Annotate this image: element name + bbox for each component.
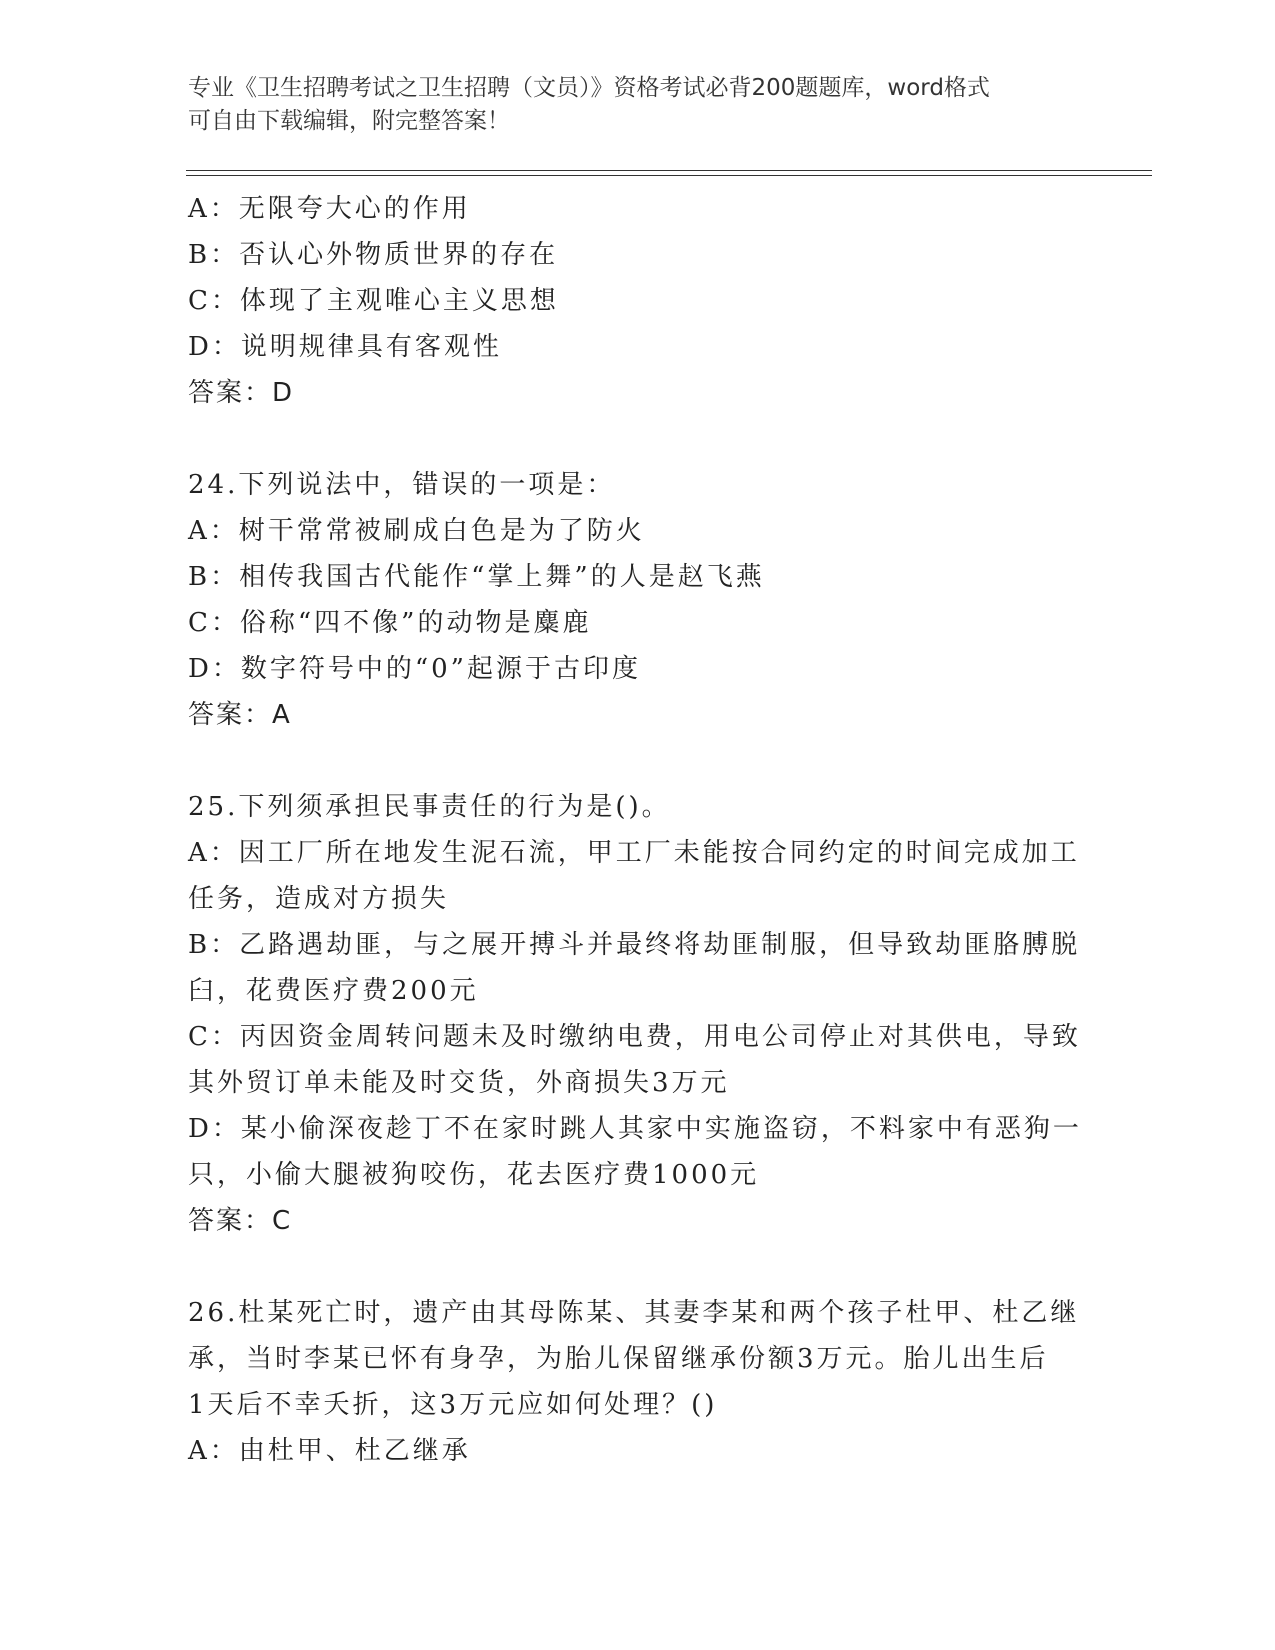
question-23 — [188, 186, 1088, 416]
option-c-line-1: C：丙因资金周转问题未及时缴纳电费，用电公司停止对其供电，导致 — [188, 1022, 1081, 1052]
answer-line: 答案：A — [188, 700, 292, 730]
option-d-line-2: 只，小偷大腿被狗咬伤，花去医疗费1000元 — [188, 1160, 760, 1190]
option-a: A：由杜甲、杜乙继承 — [188, 1436, 471, 1466]
header-line-2: 可自由下载编辑，附完整答案！ — [188, 108, 510, 134]
answer-line: 答案：D — [188, 378, 295, 408]
option-c-line-2: 其外贸订单未能及时交货，外商损失3万元 — [188, 1068, 730, 1098]
question-stem-line-3: 1天后不幸夭折，这3万元应如何处理？() — [188, 1390, 718, 1420]
question-stem-line-1: 26.杜某死亡时，遗产由其母陈某、其妻李某和两个孩子杜甲、杜乙继 — [188, 1298, 1080, 1328]
option-b-line-1: B：乙路遇劫匪，与之展开搏斗并最终将劫匪制服，但导致劫匪胳膊脱 — [188, 930, 1081, 960]
question-content — [188, 186, 1088, 1474]
option-c: C：体现了主观唯心主义思想 — [188, 286, 559, 316]
option-d-line-1: D：某小偷深夜趁丁不在家时跳人其家中实施盗窃，不料家中有恶狗一 — [188, 1114, 1082, 1144]
header-divider-line — [186, 170, 1152, 171]
option-a: A：树干常常被刷成白色是为了防火 — [188, 516, 645, 546]
option-a: A：无限夸大心的作用 — [188, 194, 471, 224]
question-26 — [188, 1290, 1088, 1474]
option-c: C：俗称“四不像”的动物是麋鹿 — [188, 608, 592, 638]
header-divider-line-2 — [186, 175, 1152, 176]
question-25 — [188, 784, 1088, 1244]
option-b: B：否认心外物质世界的存在 — [188, 240, 559, 270]
header-line-1: 专业《卫生招聘考试之卫生招聘（文员）》资格考试必背200题题库，word格式 — [188, 75, 990, 101]
option-d: D：数字符号中的“0”起源于古印度 — [188, 654, 641, 684]
question-stem-line-2: 承，当时李某已怀有身孕，为胎儿保留继承份额3万元。胎儿出生后 — [188, 1344, 1049, 1374]
question-stem: 24.下列说法中，错误的一项是： — [188, 470, 616, 500]
option-b-line-2: 臼，花费医疗费200元 — [188, 976, 479, 1006]
answer-line: 答案：C — [188, 1206, 293, 1236]
option-b: B：相传我国古代能作“掌上舞”的人是赵飞燕 — [188, 562, 765, 592]
question-24 — [188, 462, 1088, 738]
option-d: D：说明规律具有客观性 — [188, 332, 502, 362]
question-stem: 25.下列须承担民事责任的行为是()。 — [188, 792, 671, 822]
document-header — [188, 72, 1068, 138]
option-a-line-2: 任务，造成对方损失 — [188, 884, 450, 914]
option-a-line-1: A：因工厂所在地发生泥石流，甲工厂未能按合同约定的时间完成加工 — [188, 838, 1080, 868]
